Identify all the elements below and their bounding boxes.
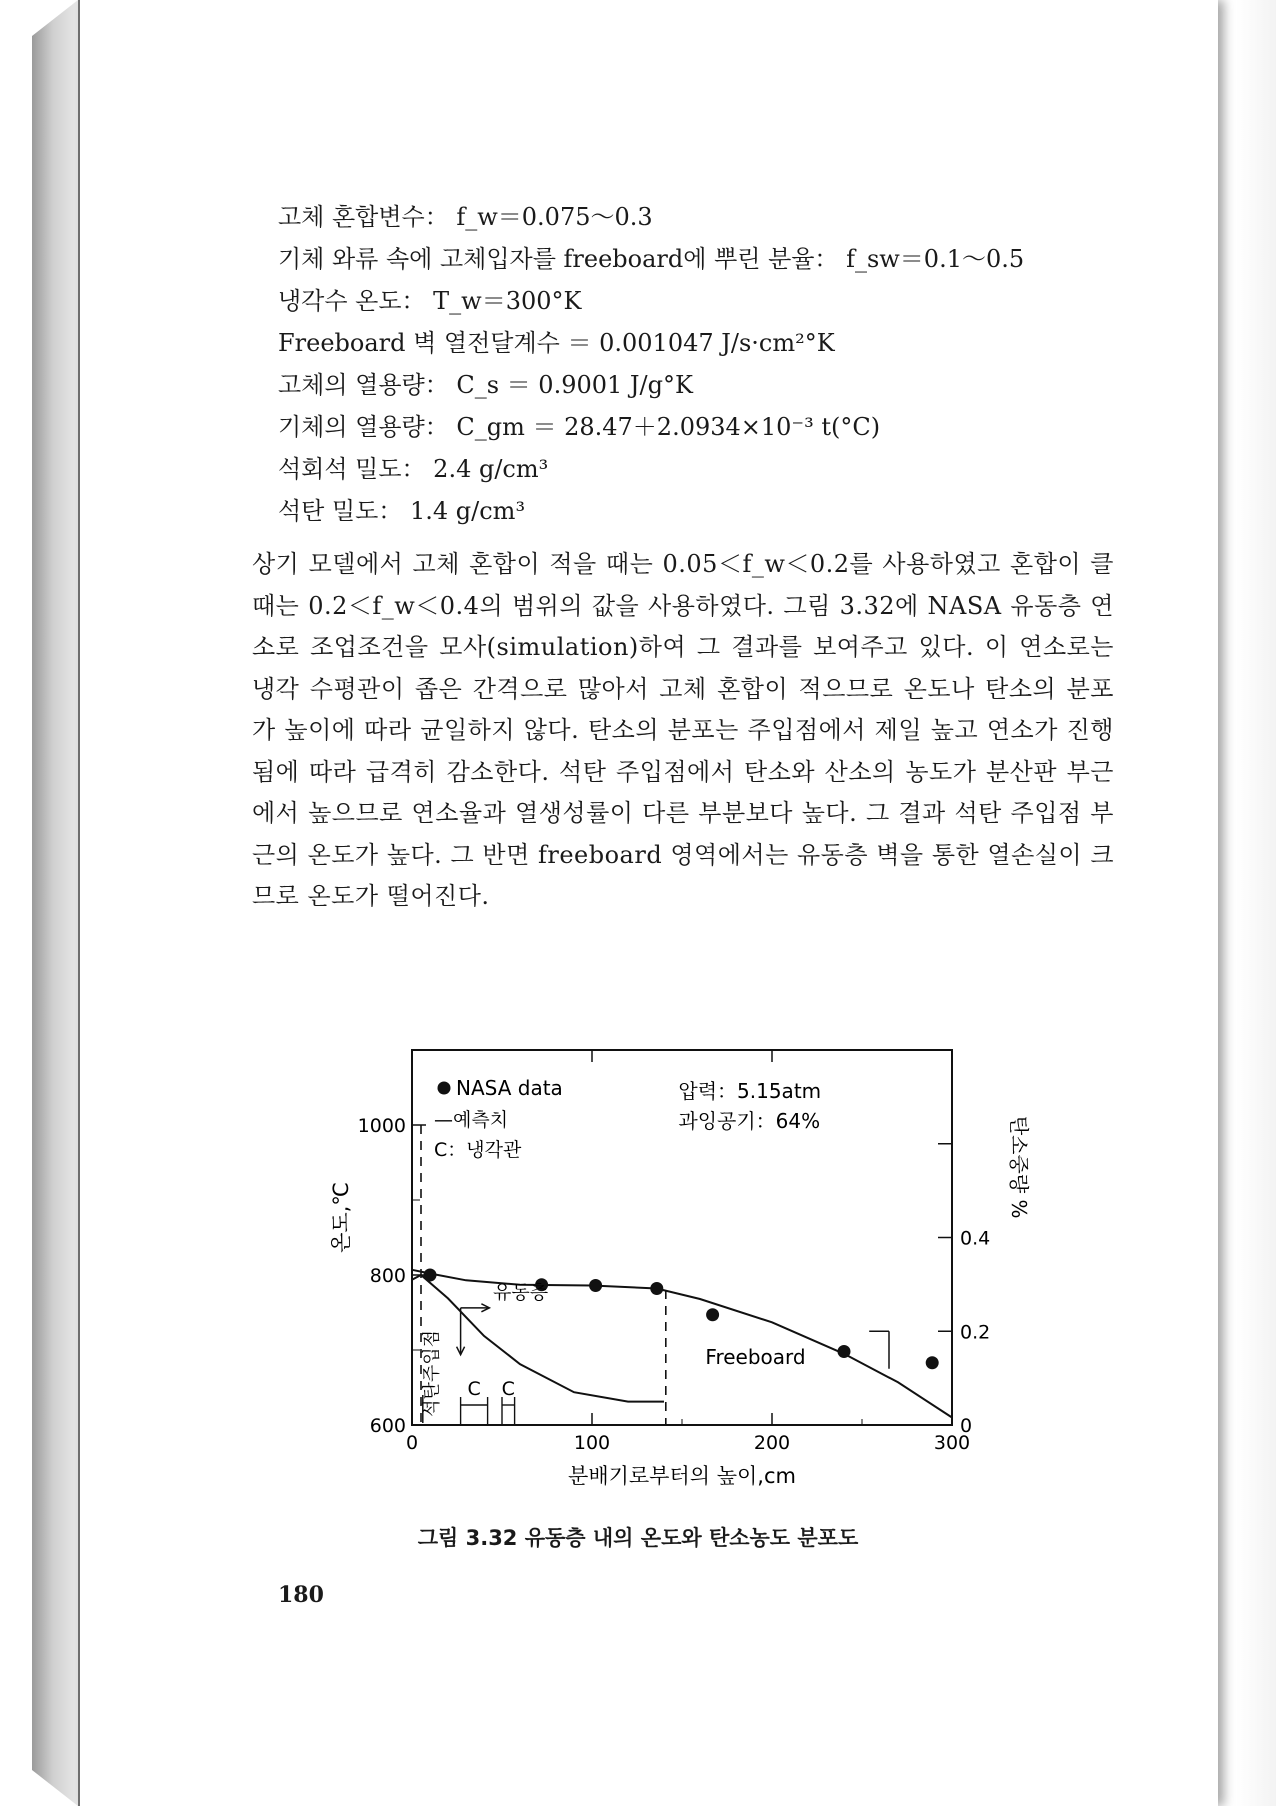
param-line: 기체 와류 속에 고체입자를 freeboard에 뿌린 분율： f_sw＝0.1～0.5 [278,245,1025,273]
param-line: 기체의 열용량： C_gm ＝ 28.47＋2.0934×10⁻³ t(°C) [278,413,881,441]
param-line: Freeboard 벽 열전달계수 ＝ 0.001047 J/s·cm²°K [278,329,835,357]
param-line: 석탄 밀도： 1.4 g/cm³ [278,497,526,525]
x-tick-label: 300 [933,1432,971,1454]
nasa-data-point [650,1282,663,1295]
nasa-data-point [926,1356,939,1369]
body-paragraph: 상기 모델에서 고체 혼합이 적을 때는 0.05＜f_w＜0.2를 사용하였고 혼합이 클 때는 0.2＜f_w＜0.4의 범위의 값을 사용하였다. 그림 3.32에 NASA 유동층 연소로 조업조건을 모사(simulation)하여 그 결과를 보여주고 있다. 이 연소로는 냉각 수평관이 좁은 간격으로 많아서 고체 혼합이 적으므로 온도나 탄소의 분포가 높이에 따라 균일하지 않다. 탄소의 분포는 주입점에서 제일 높고 연소가 진행됨에 따라 급격히 감소한다. 석탄 주입점에서 탄소와 산소의 농도가 분산판 부근에서 높으므로 연소율과 열생성률이 다른 부분보다 높다. 그 결과 석탄 주입점 부근의 온도가 높다. 그 반면 freeboard 영역에서는 유동층 벽을 통한 열손실이 크므로 온도가 떨어진다. [252,550,1114,910]
bed-label: 유동층 [493,1281,549,1304]
y-tick-label: 1000 [357,1115,406,1137]
y2-tick-label: 0.2 [960,1321,991,1344]
x-tick-label: 200 [753,1432,791,1454]
cooling-tube-label: C [501,1378,515,1400]
freeboard-arrow [869,1331,889,1369]
temperature-carbon-chart [300,1030,1060,1510]
param-line: 고체의 열용량： C_s ＝ 0.9001 J/g°K [278,371,693,399]
param-line: 냉각수 온도： T_w＝300°K [278,287,582,315]
legend-cooling-tube: C：냉각관 [434,1139,522,1161]
legend-dot-marker [438,1082,451,1095]
nasa-data-point [589,1279,602,1292]
excess-air-annotation: 과잉공기：64% [678,1109,821,1133]
y2-axis-label: 탄소중량 % [1007,1115,1031,1219]
nasa-data-point [706,1308,719,1321]
y-axis-label: 온도,℃ [329,1182,353,1253]
nasa-data-point [838,1345,851,1358]
freeboard-label: Freeboard [705,1345,806,1370]
parameter-list [278,196,1128,532]
cooling-tube-label: C [467,1378,481,1400]
x-axis-label: 분배기로부터의 높이,cm [568,1464,796,1488]
legend-nasa-data: NASA data [456,1076,563,1100]
param-line: 고체 혼합변수： f_w＝0.075～0.3 [278,203,653,231]
injection-point-label: 석탄주입점 [421,1329,443,1417]
page-number: 180 [278,1582,324,1608]
figure-caption: 그림 3.32 유동층 내의 온도와 탄소농도 분포도 [417,1526,859,1550]
y2-tick-label: 0.4 [960,1227,991,1250]
pressure-annotation: 압력：5.15atm [678,1079,822,1103]
param-line: 석회석 밀도： 2.4 g/cm³ [278,455,549,483]
y-tick-label: 800 [369,1265,406,1287]
y-tick-label: 600 [369,1415,406,1437]
x-tick-label: 100 [573,1432,611,1454]
figure-3-32 [300,1030,1060,1514]
x-tick-label: 0 [405,1432,419,1454]
y2-tick-label: 0 [960,1415,973,1437]
nasa-data-point [424,1269,437,1282]
legend-predicted: —예측치 [434,1109,509,1131]
